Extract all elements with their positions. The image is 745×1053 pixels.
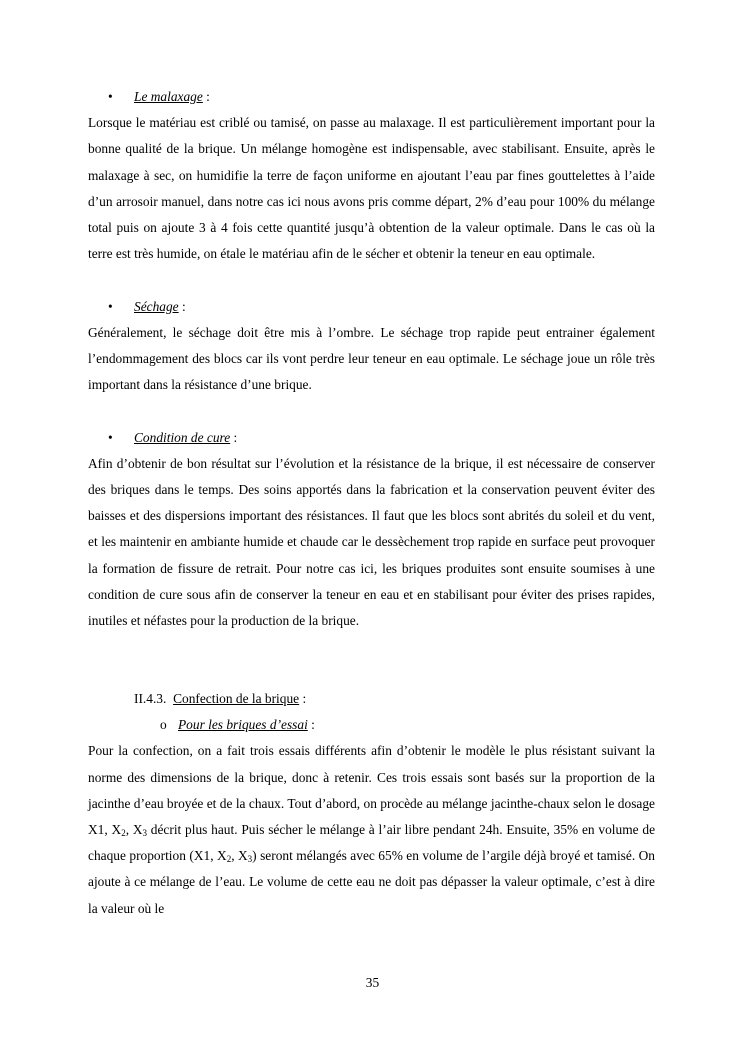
bullet-heading-malaxage	[88, 84, 655, 110]
text-run: ) seront mélangés avec 65% en volume de l’argile déjà broyé et tamisé. On ajoute à ce mélange de l’eau. Le volume de cette eau ne doit pas dépasser la valeur optimale, c’est à dire la valeur où le	[88, 848, 655, 916]
subscript: 3	[247, 854, 253, 865]
page-content	[88, 84, 655, 922]
heading-suffix: :	[202, 89, 210, 104]
heading-suffix: :	[178, 298, 186, 314]
heading-title: Séchage	[134, 298, 179, 314]
text-run: , X	[231, 848, 248, 864]
bullet-heading-sechage	[88, 294, 655, 320]
paragraph-condition-de-cure: Afin d’obtenir de bon résultat sur l’évolution et la résistance de la brique, il est nécessaire de conserver des briques dans le temps. Des soins apportés dans la fabrication et la conservation peuvent éviter des baisses et des dispersions important des résistances. Il faut que les blocs sont abrités du soleil et du vent, et les maintenir en ambiante humide et chaude car le dessèchement trop rapide en surface peut provoquer la formation de fissure de retrait. Pour notre cas ici, les briques produites sont ensuite soumises à une condition de cure sous afin de conserver la teneur en eau et en stabilisant pour éviter des prises rapides, inutiles et néfastes pour la production de la brique.	[88, 455, 655, 628]
text-run: Pour la confection, on a fait trois essais différents afin d’obtenir le modèle le plus résistant suivant la norme des dimensions de la brique, donc à retenir. Ces trois essais sont basés sur la proportion de la jacinthe d’eau broyée et de la chaux. Tout d’abord, on procède au mélange jacinthe-chaux selon le dosage X1, X	[88, 743, 655, 837]
bullet-icon: •	[108, 89, 113, 104]
bullet-heading-condition-de-cure	[88, 425, 655, 451]
paragraph-sechage: Généralement, le séchage doit être mis à l’ombre. Le séchage trop rapide peut entrainer également l’endommagement des blocs car ils vont perdre leur teneur en eau optimale. Le séchage joue un rôle très important dans la résistance d’une brique.	[88, 324, 655, 393]
subsection-heading	[134, 686, 655, 712]
paragraph-malaxage: Lorsque le matériau est criblé ou tamisé, on passe au malaxage. Il est particulièrement important pour la bonne qualité de la brique. Un mélange homogène est indispensable, avec stabilisant. Ensuite, après le malaxage à sec, on humidifie la terre de façon uniforme en ajoutant l’eau par fines gouttelettes à l’aide d’un arrosoir manuel, dans notre cas ici nous avons pris comme départ, 2% d’eau pour 100% du mélange total puis on ajoute 3 à 4 fois cette quantité jusqu’à obtention de la valeur optimale. Dans le cas où la terre est très humide, on étale le matériau afin de le sécher et obtenir la teneur en eau optimale.	[88, 115, 655, 262]
subsection-title: Confection de la brique	[173, 691, 300, 707]
subscript: 2	[226, 854, 232, 865]
subscript: 3	[142, 828, 147, 838]
paragraph-confection	[88, 738, 655, 921]
page-number: 35	[365, 975, 380, 990]
heading-title: Condition de cure	[134, 429, 231, 445]
text-run: , X	[125, 822, 143, 837]
sub-bullet-title: Pour les briques d’essai	[178, 717, 308, 733]
subsection-number: II.4.3.	[134, 691, 167, 707]
subsection-suffix: :	[299, 691, 307, 707]
subscript: 2	[121, 828, 126, 838]
heading-suffix: :	[230, 429, 238, 445]
sub-bullet-briques-essai	[160, 712, 655, 738]
heading-title: Le malaxage	[134, 89, 203, 104]
sub-bullet-suffix: :	[307, 717, 315, 733]
circle-bullet-icon: o	[160, 717, 167, 733]
text-run: décrit plus haut. Puis sécher le mélange à l’air libre pendant 24h. Ensuite, 35% en volume de chaque proportion (X1, X	[88, 822, 656, 864]
bullet-icon: •	[108, 298, 113, 314]
bullet-icon: •	[108, 429, 113, 445]
